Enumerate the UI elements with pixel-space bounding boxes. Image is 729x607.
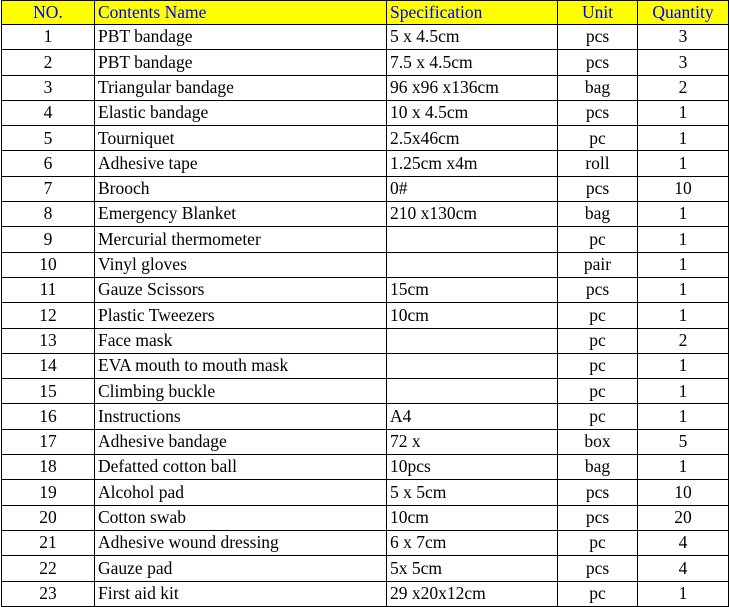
cell-contents-name: Brooch [95,176,387,201]
cell-unit: roll [558,151,638,176]
cell-unit: pcs [558,176,638,201]
cell-no: 8 [2,202,95,227]
cell-unit: pc [558,126,638,151]
cell-quantity: 3 [638,25,729,50]
cell-specification [387,252,558,277]
cell-no: 2 [2,50,95,75]
header-row [2,1,729,25]
table-row [2,455,729,480]
cell-quantity: 20 [638,505,729,530]
table-row [2,353,729,378]
cell-unit: pcs [558,556,638,581]
cell-unit: pc [558,379,638,404]
table-row [2,176,729,201]
table-row [2,328,729,353]
header-unit: Unit [558,1,638,25]
cell-specification: 210 x130cm [387,202,558,227]
cell-unit: pcs [558,277,638,302]
table-row [2,556,729,581]
cell-contents-name: Triangular bandage [95,75,387,100]
cell-quantity: 5 [638,429,729,454]
cell-specification: 10 x 4.5cm [387,100,558,125]
cell-no: 5 [2,126,95,151]
cell-no: 20 [2,505,95,530]
cell-unit: pc [558,353,638,378]
cell-unit: pcs [558,100,638,125]
cell-specification [387,379,558,404]
cell-unit: pc [558,581,638,606]
header-contents-name: Contents Name [95,1,387,25]
cell-specification: 5 x 5cm [387,480,558,505]
cell-specification: 5 x 4.5cm [387,25,558,50]
cell-quantity: 1 [638,126,729,151]
cell-specification: 6 x 7cm [387,530,558,555]
cell-specification [387,227,558,252]
table-row [2,252,729,277]
cell-contents-name: Adhesive tape [95,151,387,176]
header-quantity: Quantity [638,1,729,25]
cell-quantity: 1 [638,455,729,480]
cell-contents-name: Tourniquet [95,126,387,151]
cell-specification: 0# [387,176,558,201]
cell-contents-name: PBT bandage [95,25,387,50]
cell-quantity: 10 [638,480,729,505]
cell-no: 22 [2,556,95,581]
cell-quantity: 10 [638,176,729,201]
cell-no: 23 [2,581,95,606]
cell-contents-name: Climbing buckle [95,379,387,404]
table-row [2,227,729,252]
table-body [2,25,729,607]
table-row [2,100,729,125]
cell-no: 6 [2,151,95,176]
cell-contents-name: EVA mouth to mouth mask [95,353,387,378]
contents-table [1,0,729,607]
cell-no: 12 [2,303,95,328]
cell-specification: 10cm [387,505,558,530]
cell-contents-name: Alcohol pad [95,480,387,505]
table-row [2,379,729,404]
table-row [2,25,729,50]
cell-unit: pcs [558,505,638,530]
cell-unit: bag [558,455,638,480]
cell-contents-name: Face mask [95,328,387,353]
cell-contents-name: Adhesive wound dressing [95,530,387,555]
cell-no: 18 [2,455,95,480]
cell-specification: 10cm [387,303,558,328]
cell-specification: 72 x [387,429,558,454]
table-row [2,505,729,530]
cell-unit: bag [558,75,638,100]
cell-no: 9 [2,227,95,252]
cell-contents-name: Elastic bandage [95,100,387,125]
table-row [2,480,729,505]
cell-unit: pc [558,328,638,353]
cell-specification: A4 [387,404,558,429]
cell-no: 1 [2,25,95,50]
cell-unit: pc [558,227,638,252]
cell-quantity: 2 [638,75,729,100]
cell-unit: box [558,429,638,454]
table-row [2,75,729,100]
cell-no: 11 [2,277,95,302]
cell-quantity: 4 [638,530,729,555]
cell-quantity: 1 [638,404,729,429]
table-row [2,50,729,75]
cell-contents-name: Adhesive bandage [95,429,387,454]
cell-quantity: 1 [638,581,729,606]
cell-contents-name: Instructions [95,404,387,429]
table-row [2,404,729,429]
table-row [2,303,729,328]
header-specification: Specification [387,1,558,25]
table-row [2,126,729,151]
cell-specification: 5x 5cm [387,556,558,581]
table-row [2,429,729,454]
table-header [2,1,729,25]
cell-contents-name: First aid kit [95,581,387,606]
table-row [2,277,729,302]
cell-no: 3 [2,75,95,100]
cell-quantity: 2 [638,328,729,353]
cell-no: 16 [2,404,95,429]
cell-quantity: 1 [638,277,729,302]
cell-contents-name: Emergency Blanket [95,202,387,227]
cell-specification: 96 x96 x136cm [387,75,558,100]
cell-specification [387,353,558,378]
cell-contents-name: Mercurial thermometer [95,227,387,252]
cell-contents-name: Gauze pad [95,556,387,581]
table-row [2,581,729,606]
cell-specification [387,328,558,353]
cell-unit: pcs [558,480,638,505]
cell-quantity: 1 [638,227,729,252]
cell-quantity: 1 [638,100,729,125]
cell-unit: bag [558,202,638,227]
cell-contents-name: Vinyl gloves [95,252,387,277]
cell-specification: 10pcs [387,455,558,480]
cell-quantity: 1 [638,303,729,328]
cell-specification: 15cm [387,277,558,302]
cell-no: 10 [2,252,95,277]
header-no: NO. [2,1,95,25]
table-row [2,202,729,227]
cell-specification: 7.5 x 4.5cm [387,50,558,75]
cell-contents-name: Plastic Tweezers [95,303,387,328]
cell-contents-name: PBT bandage [95,50,387,75]
table-row [2,151,729,176]
cell-quantity: 4 [638,556,729,581]
cell-no: 17 [2,429,95,454]
cell-no: 19 [2,480,95,505]
cell-quantity: 1 [638,202,729,227]
cell-contents-name: Defatted cotton ball [95,455,387,480]
cell-no: 4 [2,100,95,125]
cell-quantity: 1 [638,379,729,404]
cell-specification: 1.25cm x4m [387,151,558,176]
cell-no: 21 [2,530,95,555]
cell-specification: 29 x20x12cm [387,581,558,606]
cell-unit: pc [558,303,638,328]
cell-no: 14 [2,353,95,378]
cell-no: 15 [2,379,95,404]
cell-unit: pc [558,404,638,429]
cell-contents-name: Cotton swab [95,505,387,530]
cell-quantity: 3 [638,50,729,75]
cell-no: 7 [2,176,95,201]
cell-unit: pair [558,252,638,277]
cell-specification: 2.5x46cm [387,126,558,151]
cell-quantity: 1 [638,252,729,277]
cell-unit: pcs [558,25,638,50]
cell-unit: pc [558,530,638,555]
table-row [2,530,729,555]
cell-no: 13 [2,328,95,353]
cell-unit: pcs [558,50,638,75]
cell-contents-name: Gauze Scissors [95,277,387,302]
cell-quantity: 1 [638,151,729,176]
cell-quantity: 1 [638,353,729,378]
